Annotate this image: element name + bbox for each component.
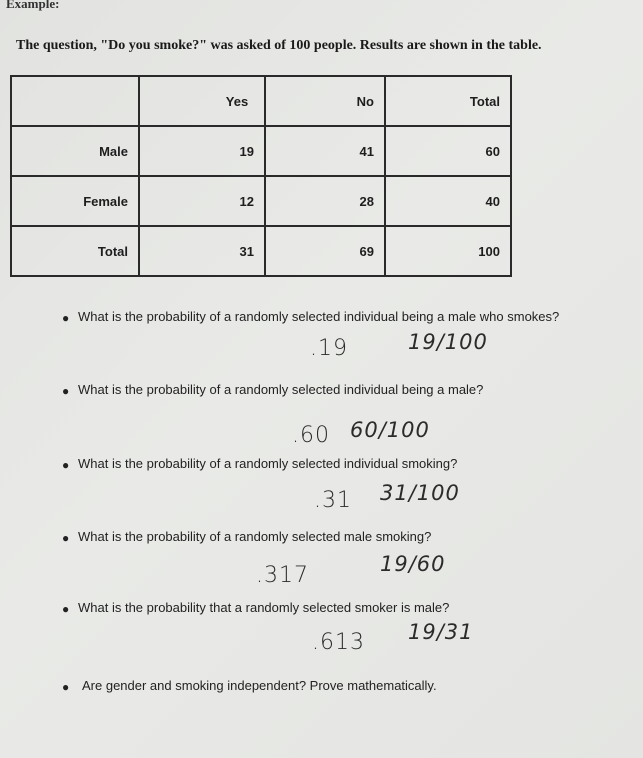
table-cell: 31 <box>139 226 265 276</box>
example-heading: Example: <box>6 0 60 11</box>
table-cell: 69 <box>265 226 385 276</box>
table-cell: 41 <box>265 126 385 176</box>
handwritten-answer-decimal: .60 <box>292 423 330 448</box>
table-cell: 40 <box>385 176 511 226</box>
handwritten-answer-decimal: .613 <box>312 630 365 655</box>
question-text: Are gender and smoking independent? Prove mathematically. <box>82 678 437 693</box>
bullet-icon: ● <box>62 311 70 325</box>
question-text: What is the probability of a randomly selected individual smoking? <box>78 456 458 471</box>
handwritten-answer-fraction: 19/31 <box>408 620 474 644</box>
bullet-icon: ● <box>62 384 70 398</box>
handwritten-answer-fraction: 31/100 <box>380 481 460 505</box>
table-cell: 60 <box>385 126 511 176</box>
row-label-female: Female <box>11 176 139 226</box>
table-cell: 19 <box>139 126 265 176</box>
bullet-icon: ● <box>62 458 70 472</box>
bullet-icon: ● <box>62 602 70 616</box>
column-header-total: Total <box>385 76 511 126</box>
row-label-total: Total <box>11 226 139 276</box>
handwritten-answer-decimal: .317 <box>256 563 309 588</box>
question-text: What is the probability of a randomly selected individual being a male? <box>78 382 484 397</box>
table-cell: 100 <box>385 226 511 276</box>
handwritten-answer-decimal: .19 <box>310 336 348 361</box>
handwritten-answer-decimal: .31 <box>314 488 352 513</box>
bullet-icon: ● <box>62 531 70 545</box>
handwritten-answer-fraction: 19/60 <box>380 552 446 576</box>
question-text: What is the probability that a randomly selected smoker is male? <box>78 600 450 615</box>
table-cell: 28 <box>265 176 385 226</box>
column-header-yes: Yes <box>139 76 265 126</box>
row-label-male: Male <box>11 126 139 176</box>
problem-statement: The question, "Do you smoke?" was asked of 100 people. Results are shown in the table. <box>16 38 542 53</box>
question-text: What is the probability of a randomly selected male smoking? <box>78 529 432 544</box>
handwritten-answer-fraction: 19/100 <box>408 330 488 354</box>
bullet-icon: ● <box>62 680 70 694</box>
handwritten-answer-fraction: 60/100 <box>350 418 430 442</box>
question-text: What is the probability of a randomly selected individual being a male who smokes? <box>78 309 560 324</box>
column-header-no: No <box>265 76 385 126</box>
table-cell: 12 <box>139 176 265 226</box>
